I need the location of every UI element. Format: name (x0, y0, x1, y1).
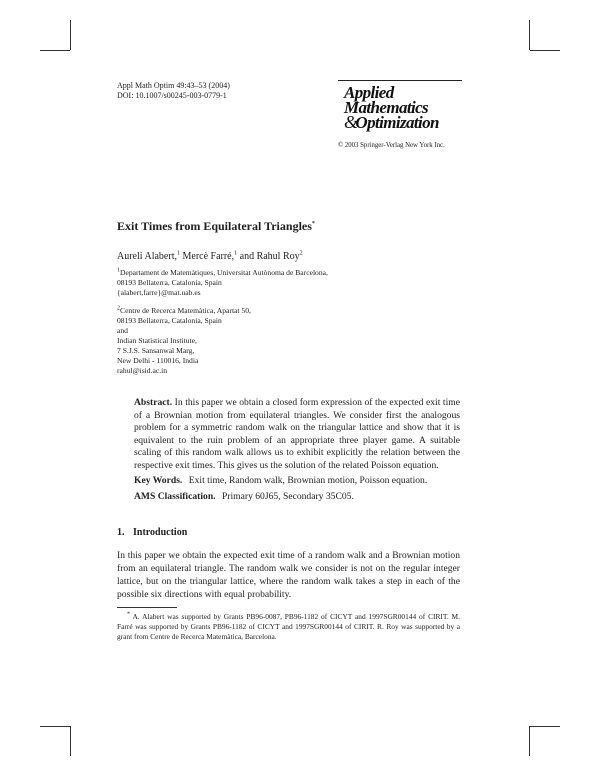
author-3: and Rahul Roy (239, 251, 300, 262)
footnote-mark: * (127, 611, 130, 618)
crop-mark-top-left-v (70, 20, 71, 50)
title-footnote-mark: * (311, 221, 315, 227)
crop-mark-bottom-right-v (529, 726, 530, 756)
crop-mark-bottom-left-h (40, 726, 70, 727)
author-2: Mercè Farré, (182, 251, 235, 262)
affiliation-1 (117, 268, 328, 298)
ams-classification (134, 491, 460, 504)
intro-paragraph: In this paper we obtain the expected exit time of a random walk and a Brownian motion from an equilateral triangle. The random walk we consider is not on the regular integer lattice, but on the triangular lattice, where the random walk takes a step in each of the possible six directions with equal probability. (117, 550, 460, 600)
crop-mark-bottom-left-v (70, 726, 71, 756)
crop-mark-bottom-right-h (530, 726, 560, 727)
journal-logo-block (338, 80, 462, 151)
abstract-text: In this paper we obtain a closed form expression of the expected exit time of a Brownian motion from equilateral triangles. We consider first the analogous problem for a symmetric random walk on the triangular lattice and show that it is equivalent to the ruin problem of an appropriate three player game. A suitable scaling of this random walk allows us to exhibit explicitly the relation between the respective exit times. This gives us the solution of the related Poisson equation. (134, 397, 460, 471)
affil-2-line-4: Indian Statistical Institute, (117, 336, 197, 345)
author-3-sup: 2 (299, 250, 303, 257)
logo-ampersand: & (344, 112, 358, 132)
crop-mark-top-right-h (530, 50, 560, 51)
affil-2-line-3: and (117, 326, 128, 335)
logo-rule (338, 80, 462, 81)
logo-line-1: Applied (344, 83, 394, 102)
author-list (117, 251, 303, 262)
keywords (134, 475, 460, 488)
keywords-text: Exit time, Random walk, Brownian motion, Poisson equation. (188, 475, 428, 486)
logo-line-3: Optimization (355, 113, 439, 132)
affil-2-line-6: New Delhi - 110016, India (117, 356, 199, 365)
ams-text: Primary 60J65, Secondary 35C05. (221, 491, 354, 502)
section-title: Introduction (133, 527, 188, 538)
paper-title (117, 219, 315, 234)
paper-title-text: Exit Times from Equilateral Triangles (117, 219, 312, 233)
copyright: © 2003 Springer-Verlag New York Inc. (338, 142, 445, 149)
journal-reference: Appl Math Optim 49:43–53 (2004) (117, 81, 230, 90)
affil-1-line-1: Departament de Matemàtiques, Universitat Autònoma de Barcelona, (120, 268, 328, 277)
crop-mark-top-left-h (40, 50, 70, 51)
doi: DOI: 10.1007/s00245-003-0779-1 (117, 91, 227, 100)
affil-2-line-5: 7 S.J.S. Sansanwal Marg, (117, 346, 195, 355)
author-1-sup: 1 (176, 250, 180, 257)
affil-2-line-1: Centre de Recerca Matemàtica, Apartat 50, (120, 306, 251, 315)
abstract (134, 397, 460, 473)
affil-1-email: {alabert,farre}@mat.uab.es (117, 288, 201, 297)
logo-line-2: Mathematics (344, 98, 429, 117)
affil-2-line-2: 08193 Bellaterra, Catalonia, Spain (117, 316, 222, 325)
abstract-label: Abstract. (134, 397, 173, 408)
crop-mark-top-right-v (529, 20, 530, 50)
footnote-rule (117, 607, 177, 608)
affiliation-2 (117, 306, 251, 376)
journal-header (117, 81, 230, 101)
affil-1-line-2: 08193 Bellaterra, Catalonia, Spain (117, 278, 222, 287)
author-2-sup: 1 (234, 250, 238, 257)
footnote-text: A. Alabert was supported by Grants PB96-0087, PB96-1182 of CICYT and 1997SGR00144 of CIRIT. M. Farré was supported by Grants PB96-1182 of CICYT and 1997SGR00144 of CIRIT. R. Roy was supported by a grant from Centre de Recerca Matemàtica, Barcelona. (117, 612, 460, 641)
keywords-label: Key Words. (134, 475, 183, 486)
author-1: Aureli Alabert, (117, 251, 177, 262)
journal-logo (338, 85, 462, 130)
affil-2-email: rahul@isid.ac.in (117, 366, 168, 375)
affil-2-sup: 2 (117, 305, 120, 312)
affil-1-sup: 1 (117, 267, 120, 274)
section-number: 1. (117, 527, 125, 538)
section-heading (117, 527, 187, 538)
footnote (117, 612, 460, 642)
ams-label: AMS Classification. (134, 491, 216, 502)
